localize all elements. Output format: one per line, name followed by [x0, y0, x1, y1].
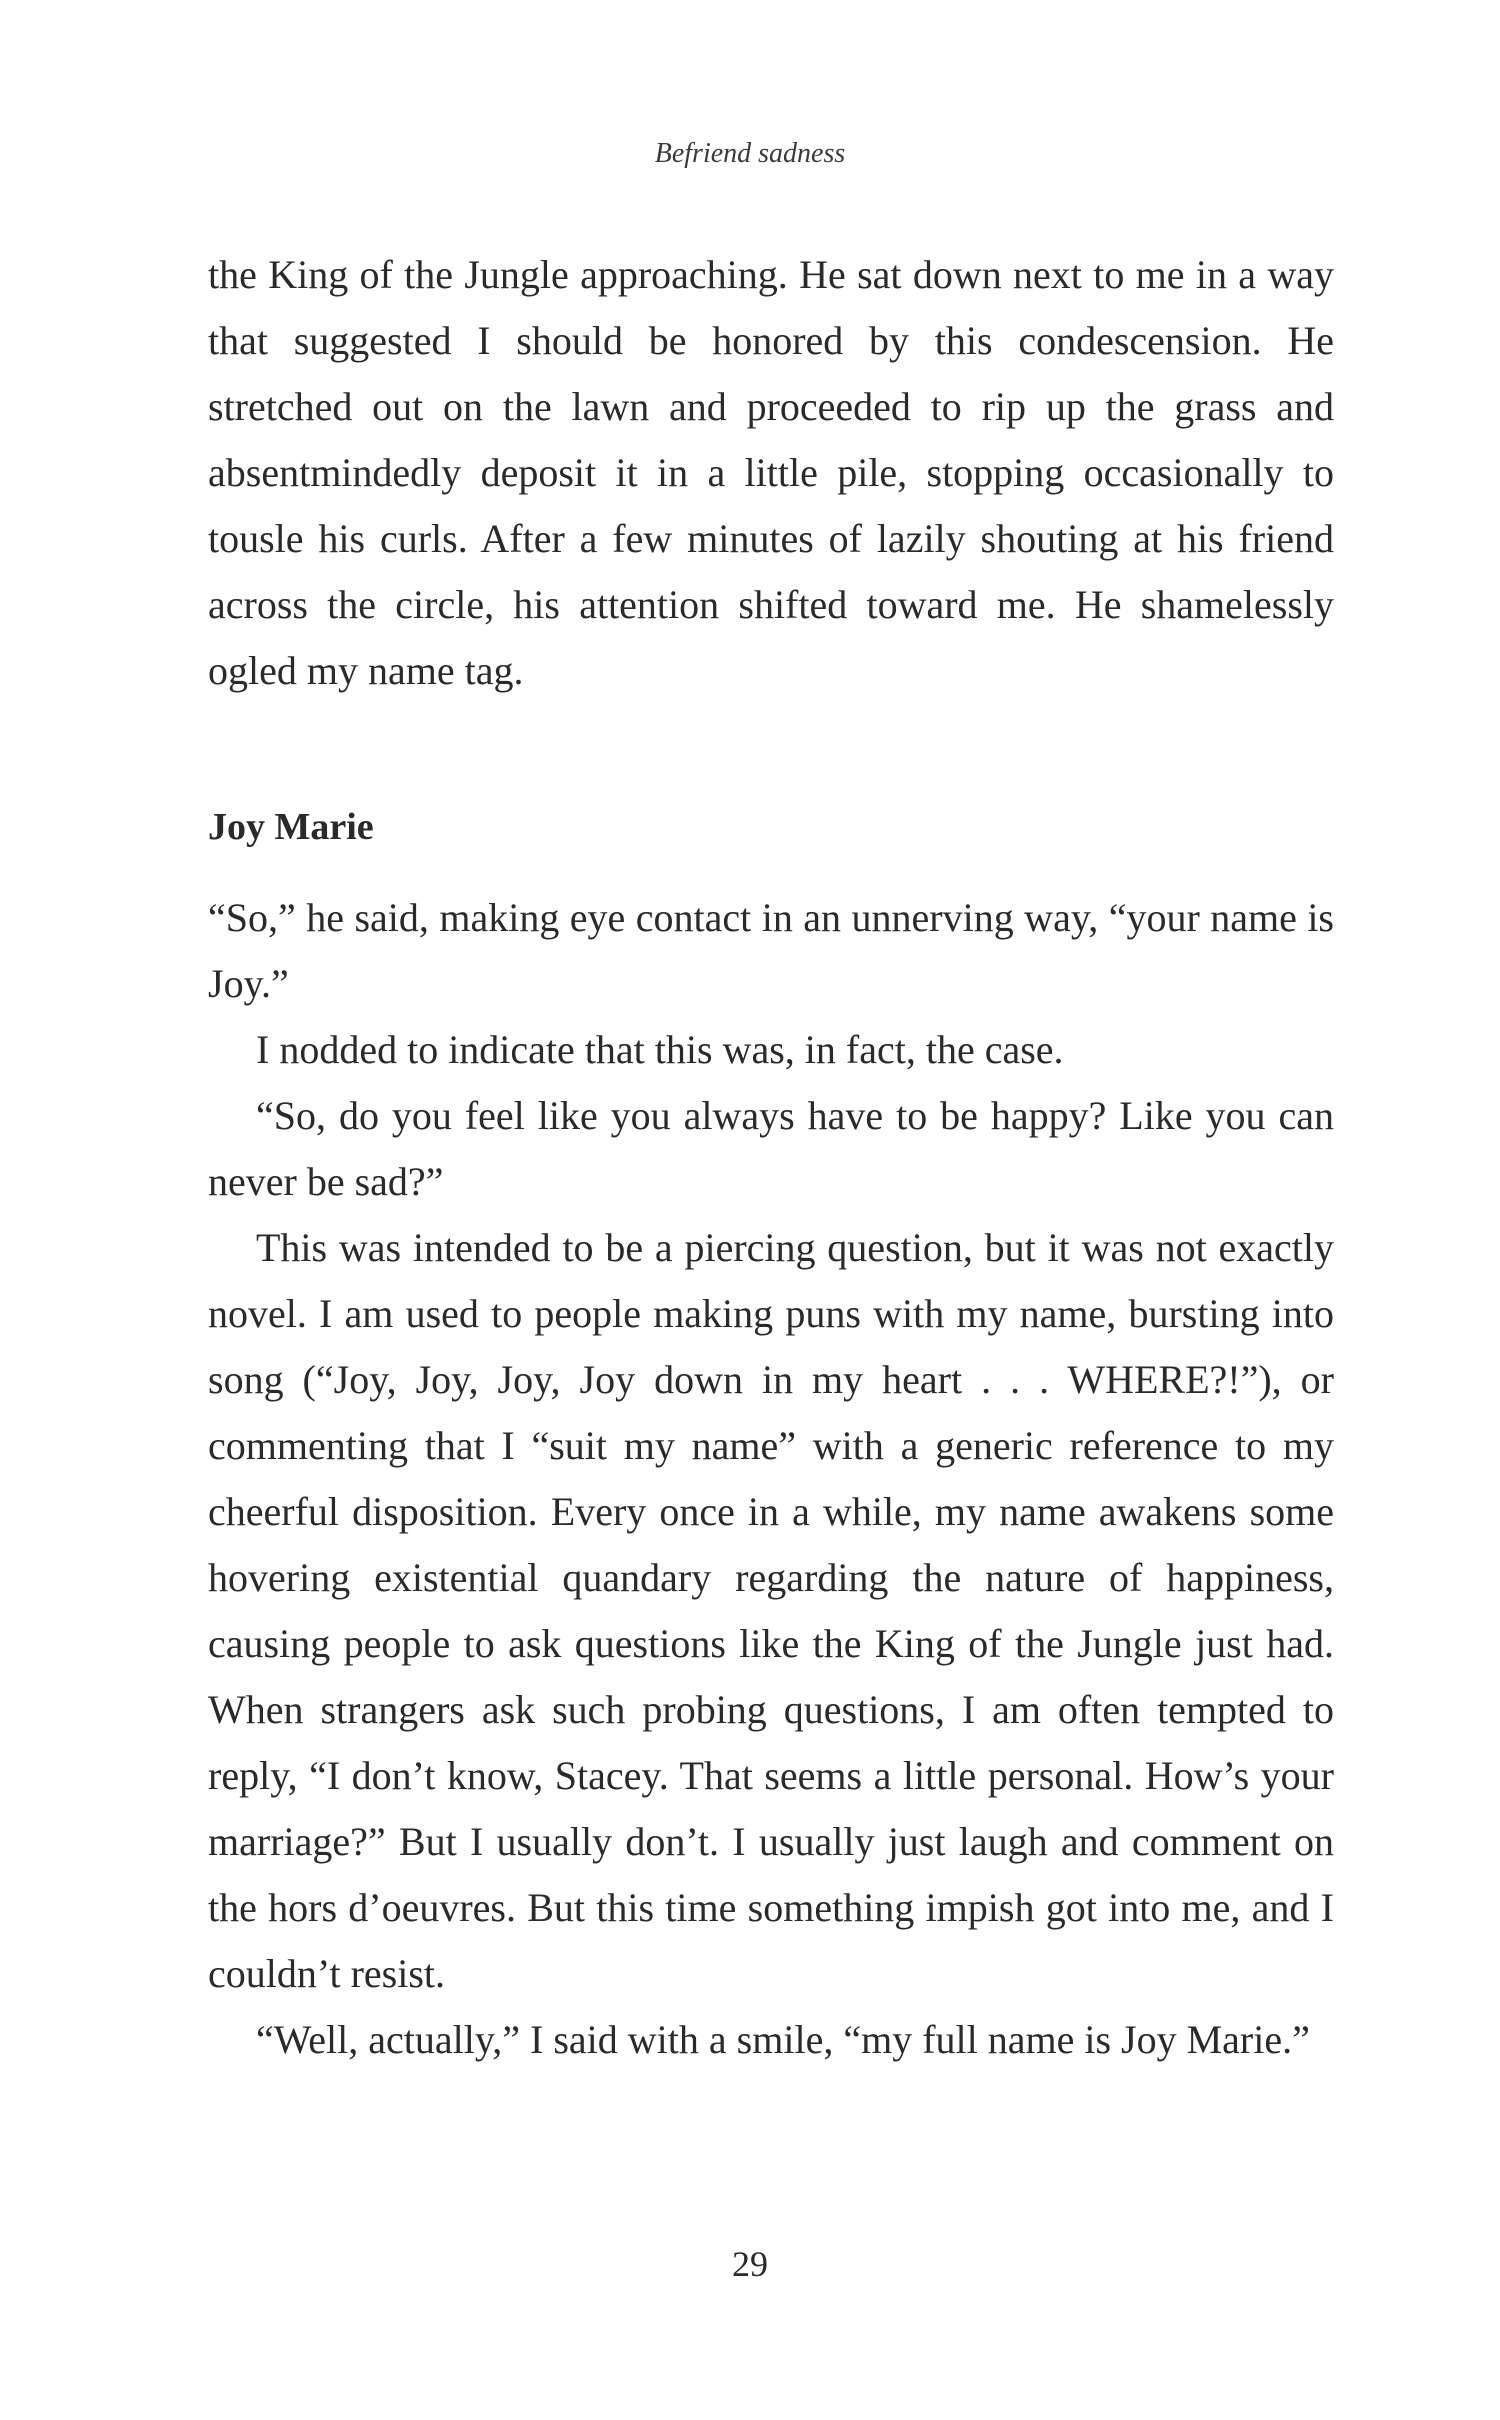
- page-number: 29: [732, 2244, 768, 2284]
- paragraph: “So, do you feel like you always have to be happy? Like you can never be sad?”: [208, 1093, 1334, 1204]
- paragraph: “So,” he said, making eye contact in an unnerving way, “your name is Joy.”: [208, 895, 1334, 1006]
- paragraph: “Well, actually,” I said with a smile, “my full name is Joy Marie.”: [256, 2017, 1310, 2062]
- paragraph-continued: the King of the Jungle approaching. He sat down next to me in a way that suggested I should be honored by this condescension. He stretched out on the lawn and proceeded to rip up the grass and absentmindedly deposit it in a little pile, stopping occasionally to tousle his curls. After a few minutes of lazily shouting at his friend across the circle, his attention shifted toward me. He shamelessly ogled my name tag.: [208, 252, 1334, 693]
- text-block-main: [208, 885, 1334, 2073]
- paragraph: This was intended to be a piercing question, but it was not exactly novel. I am used to people making puns with my name, bursting into song (“Joy, Joy, Joy, Joy down in my heart . . . WHERE?!”), or commenting that I “suit my name” with a generic reference to my cheerful disposition. Every once in a while, my name awakens some hovering existential quandary regarding the nature of happiness, causing people to ask questions like the King of the Jungle just had. When strangers ask such probing questions, I am often tempted to reply, “I don’t know, Stacey. That seems a little personal. How’s your marriage?” But I usually don’t. I usually just laugh and comment on the hors d’oeuvres. But this time something impish got into me, and I couldn’t resist.: [208, 1225, 1334, 1996]
- section-heading: Joy Marie: [208, 806, 374, 848]
- paragraph: I nodded to indicate that this was, in fact, the case.: [256, 1027, 1064, 1072]
- running-head: Befriend sadness: [654, 138, 846, 169]
- text-block-continued: [208, 242, 1334, 704]
